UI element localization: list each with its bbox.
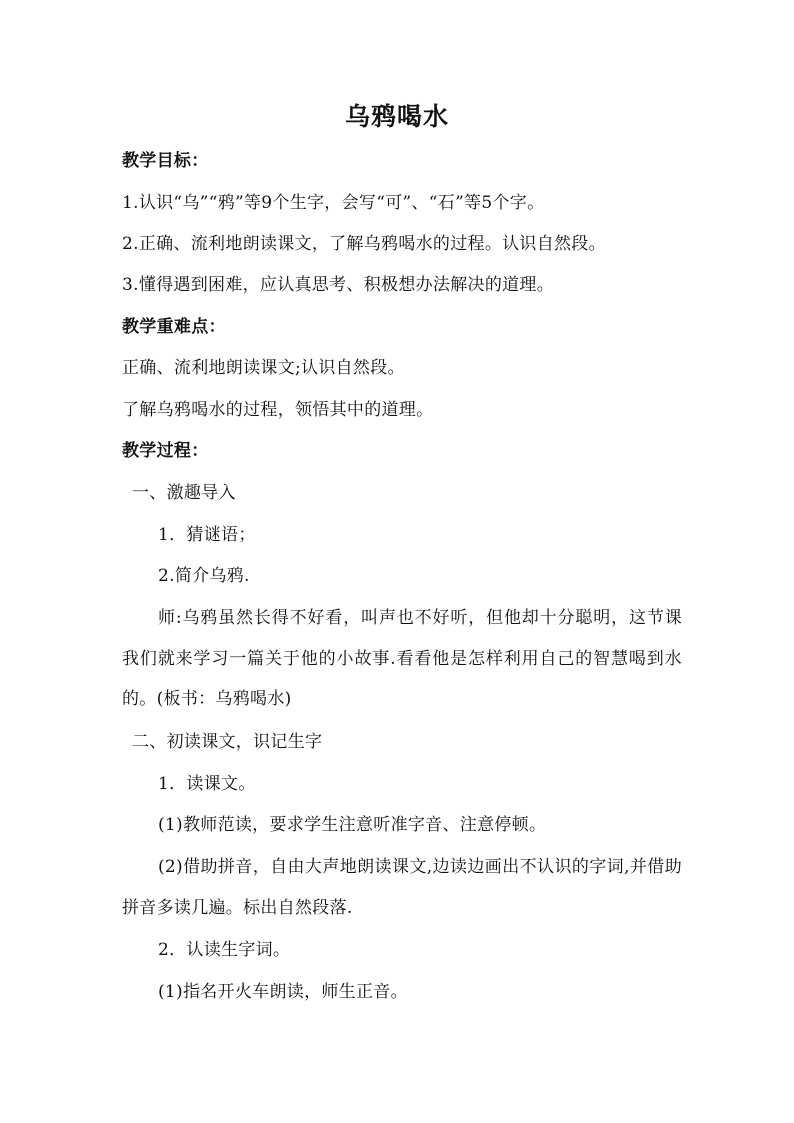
process-heading: 教学过程：	[122, 441, 209, 461]
section-2-sub-2: (1)指名开火车朗读，师生正音。	[158, 982, 408, 1002]
objective-item-1: 1.认识“乌”“鸦”等9个生字，会写“可”、“石”等5个字。	[122, 193, 545, 213]
section-1-item-2: 2.简介乌鸦.	[158, 566, 250, 586]
section-1-heading: 一、激趣导入	[132, 483, 236, 503]
section-1-item-1: 1．猜谜语；	[158, 525, 256, 545]
section-2-heading: 二、初读课文，识记生字	[132, 732, 323, 752]
objective-item-2: 2.正确、流利地朗读课文，了解乌鸦喝水的过程。认识自然段。	[122, 234, 606, 254]
objective-item-3: 3.懂得遇到困难，应认真思考、积极想办法解决的道理。	[122, 275, 555, 295]
key-point-item-2: 了解乌鸦喝水的过程，领悟其中的道理。	[122, 400, 434, 420]
key-points-heading: 教学重难点：	[122, 317, 226, 337]
section-2-paragraph: (2)借助拼音，自由大声地朗读课文,边读边画出不认识的字词,并借助拼音多读几遍。标出自然段落.	[122, 857, 682, 918]
section-2-sub-1: (1)教师范读，要求学生注意听准字音、注意停顿。	[158, 815, 547, 835]
section-2-item-1: 1．读课文。	[158, 774, 256, 794]
document-title: 乌鸦喝水	[344, 102, 449, 131]
section-1-paragraph: 师:乌鸦虽然长得不好看，叫声也不好听，但他却十分聪明，这节课我们就来学习一篇关于他的小故事.看看他是怎样利用自己的智慧喝到水的。(板书：乌鸦喝水)	[122, 608, 682, 709]
objectives-heading: 教学目标：	[122, 151, 209, 171]
key-point-item-1: 正确、流利地朗读课文;认识自然段。	[122, 358, 405, 378]
section-2-item-2: 2．认读生字词。	[158, 940, 291, 960]
